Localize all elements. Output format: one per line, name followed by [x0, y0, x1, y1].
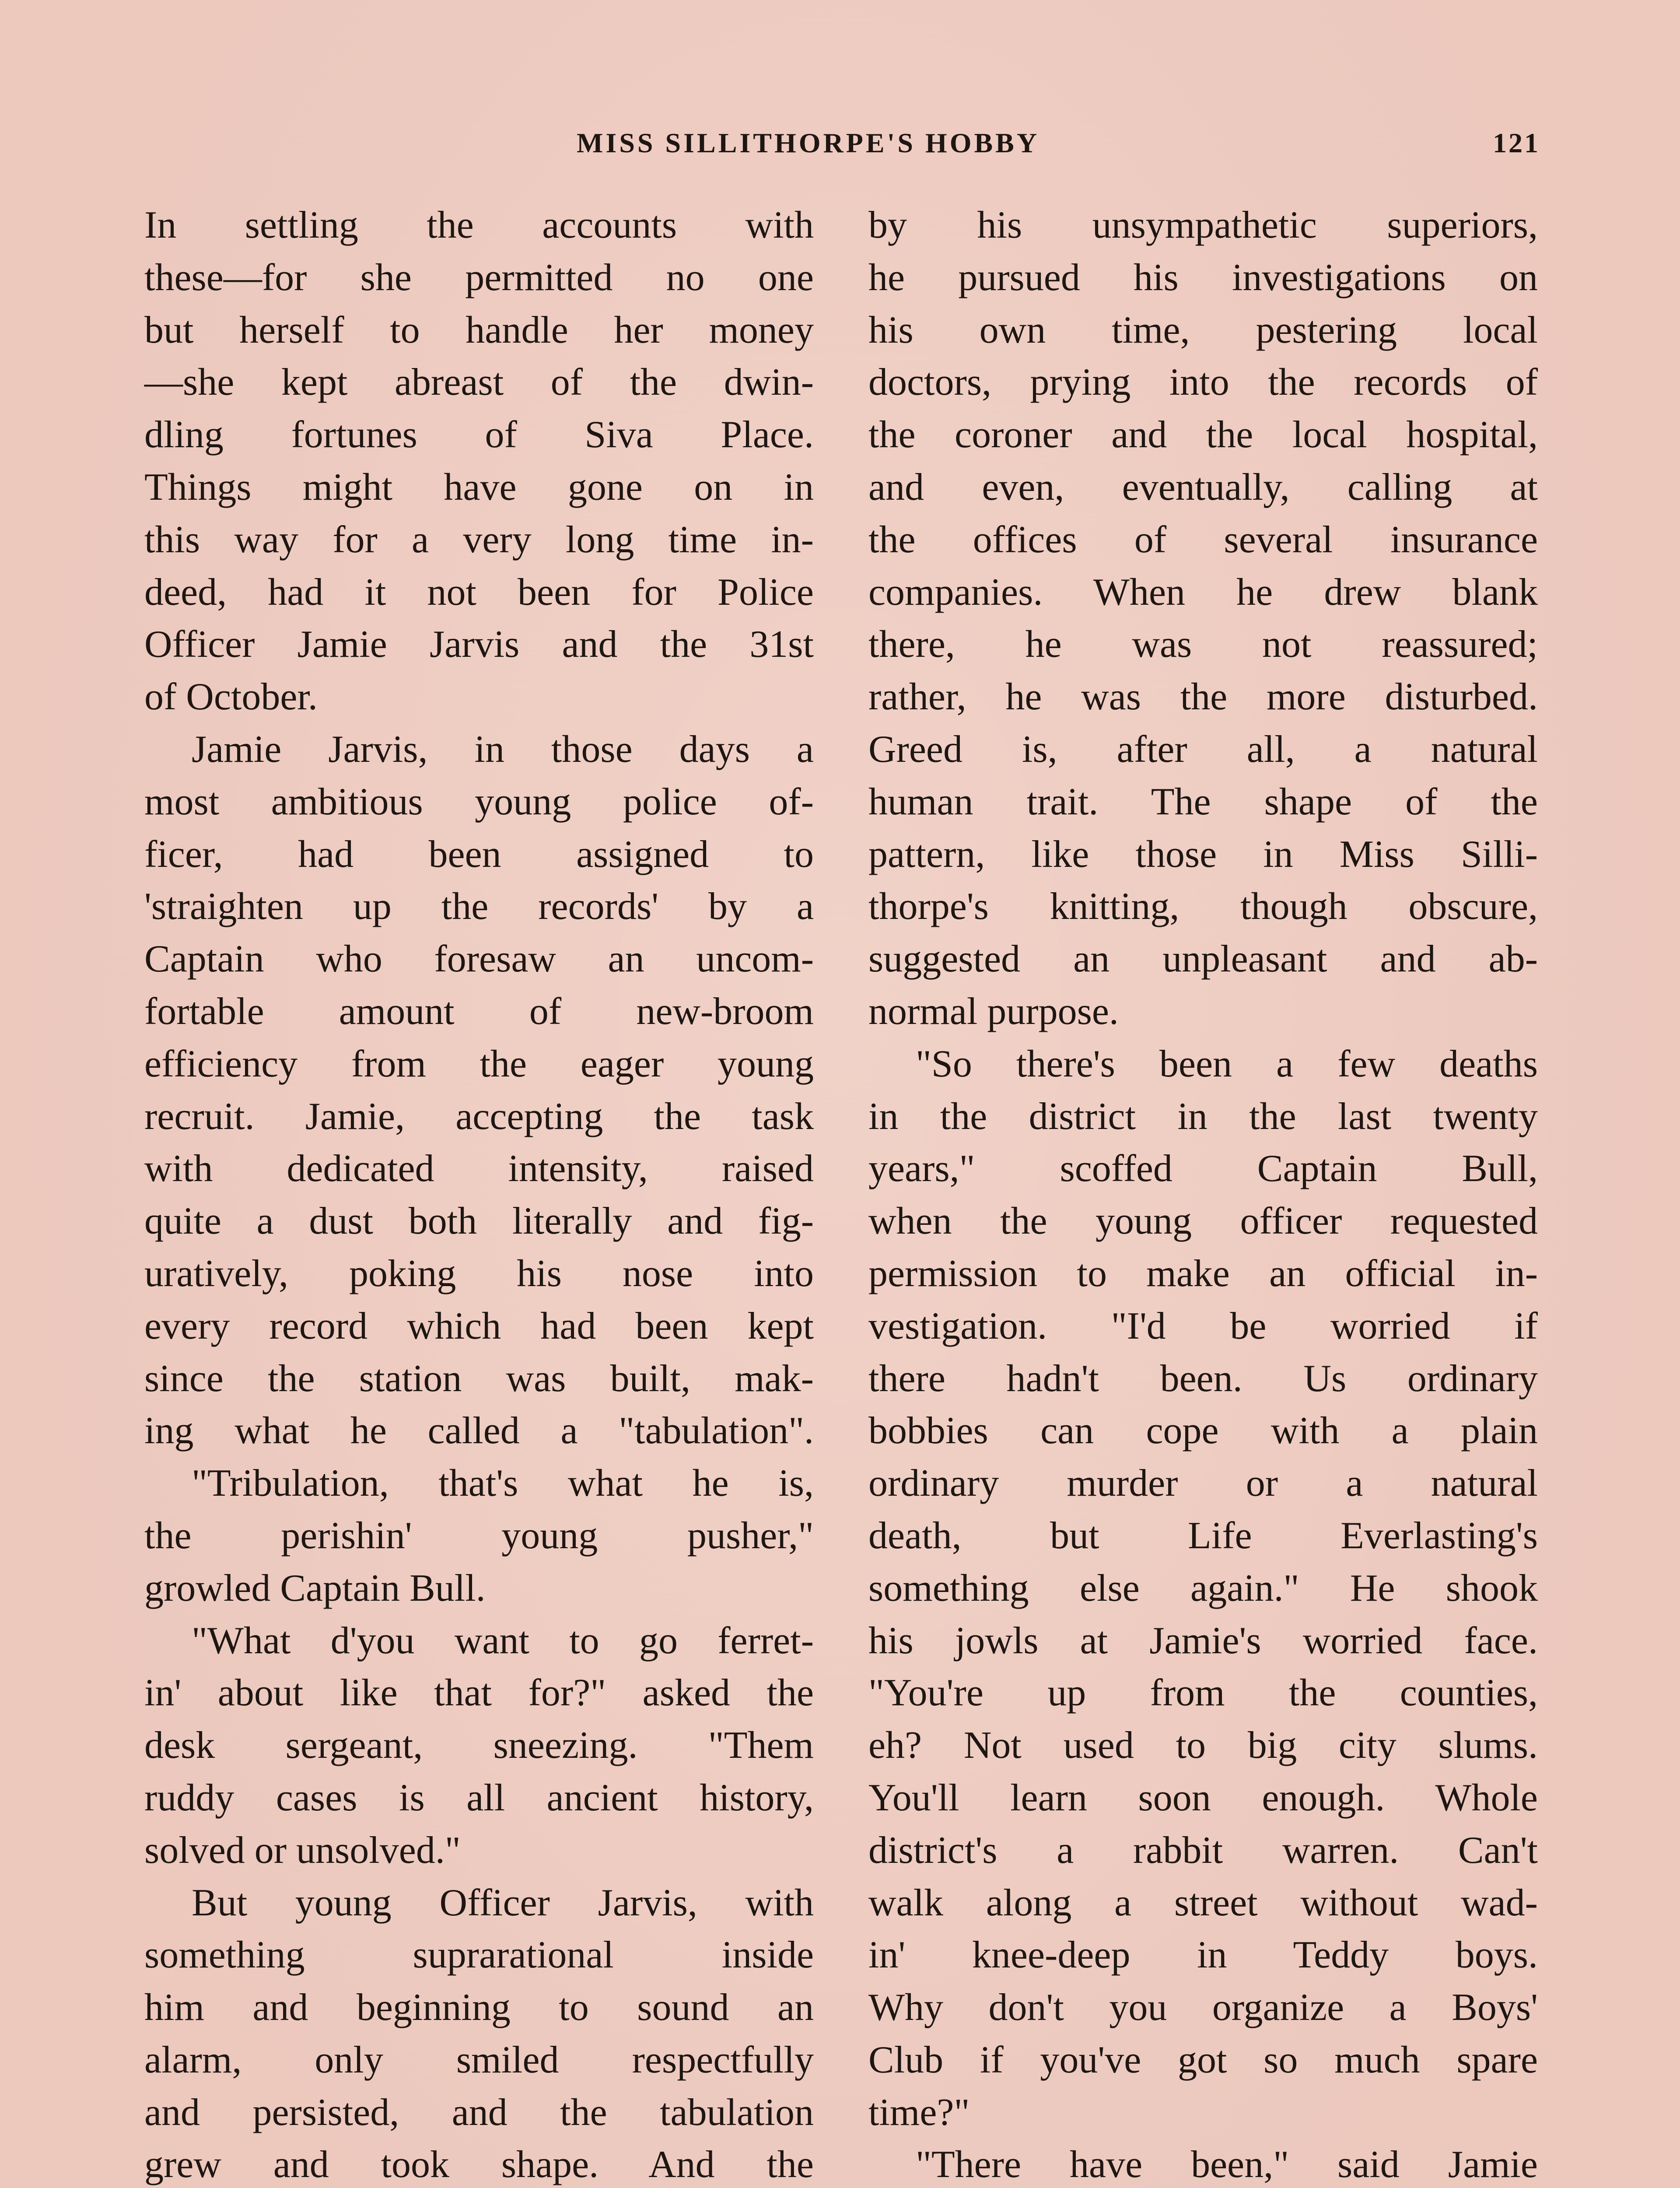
text-line: the offices of several insurance	[868, 518, 1538, 561]
text-line: when the young officer requested	[868, 1200, 1538, 1243]
text-line: grew and took shape. And the	[144, 2143, 814, 2186]
text-line: efficiency from the eager young	[144, 1042, 814, 1085]
text-line: deed, had it not been for Police	[144, 571, 814, 614]
text-line: death, but Life Everlasting's	[868, 1514, 1538, 1557]
text-line: "You're up from the counties,	[868, 1672, 1538, 1715]
text-line: ruddy cases is all ancient history,	[144, 1776, 814, 1819]
text-line: his own time, pestering local	[868, 309, 1538, 351]
text-line: thorpe's knitting, though obscure,	[868, 885, 1538, 928]
text-line: Officer Jamie Jarvis and the 31st	[144, 623, 814, 666]
text-line: of October.	[144, 676, 318, 719]
text-line: quite a dust both literally and fig-	[144, 1200, 814, 1243]
text-line: eh? Not used to big city slums.	[868, 1724, 1538, 1767]
text-line: with dedicated intensity, raised	[144, 1147, 814, 1190]
text-line: rather, he was the more disturbed.	[868, 676, 1538, 719]
text-line: by his unsympathetic superiors,	[868, 204, 1538, 246]
text-line: there hadn't been. Us ordinary	[868, 1357, 1538, 1400]
text-line: but herself to handle her money	[144, 309, 814, 351]
text-line: alarm, only smiled respectfully	[144, 2038, 814, 2081]
text-line: ficer, had been assigned to	[144, 833, 814, 876]
text-line: But young Officer Jarvis, with	[192, 1881, 814, 1924]
text-line: these—for she permitted no one	[144, 256, 814, 299]
text-line: "There have been," said Jamie	[916, 2143, 1538, 2186]
text-line: growled Captain Bull.	[144, 1567, 486, 1609]
text-line: "Tribulation, that's what he is,	[192, 1462, 814, 1505]
text-line: You'll learn soon enough. Whole	[868, 1776, 1538, 1819]
text-line: "What d'you want to go ferret-	[192, 1619, 814, 1662]
text-line: ing what he called a "tabulation".	[144, 1410, 814, 1452]
text-line: in' about like that for?" asked the	[144, 1672, 814, 1715]
text-line: dling fortunes of Siva Place.	[144, 414, 814, 456]
text-line: and persisted, and the tabulation	[144, 2091, 814, 2134]
text-line: solved or unsolved."	[144, 1829, 461, 1872]
text-line: the coroner and the local hospital,	[868, 414, 1538, 456]
text-line: desk sergeant, sneezing. "Them	[144, 1724, 814, 1767]
text-line: permission to make an official in-	[868, 1252, 1538, 1295]
text-line: this way for a very long time in-	[144, 518, 814, 561]
text-line: and even, eventually, calling at	[868, 466, 1538, 508]
text-line: fortable amount of new-broom	[144, 990, 814, 1033]
text-line: ordinary murder or a natural	[868, 1462, 1538, 1505]
text-line: —she kept abreast of the dwin-	[144, 361, 814, 404]
right-column	[868, 199, 1538, 2188]
text-line: him and beginning to sound an	[144, 1986, 814, 2029]
text-line: the perishin' young pusher,"	[144, 1514, 814, 1557]
text-line: normal purpose.	[868, 990, 1119, 1033]
text-line: every record which had been kept	[144, 1304, 814, 1347]
text-line: pattern, like those in Miss Silli-	[868, 833, 1538, 876]
left-column	[144, 199, 814, 2188]
text-line: most ambitious young police of-	[144, 780, 814, 823]
text-line: 'straighten up the records' by a	[144, 885, 814, 928]
text-line: suggested an unpleasant and ab-	[868, 938, 1538, 981]
text-line: walk along a street without wad-	[868, 1881, 1538, 1924]
text-line: there, he was not reassured;	[868, 623, 1538, 666]
text-line: recruit. Jamie, accepting the task	[144, 1095, 814, 1138]
page-number: 121	[1493, 127, 1540, 158]
running-head: MISS SILLITHORPE'S HOBBY	[577, 127, 1040, 158]
text-line: vestigation. "I'd be worried if	[868, 1304, 1538, 1347]
text-line: companies. When he drew blank	[868, 571, 1538, 614]
text-line: Captain who foresaw an uncom-	[144, 938, 814, 981]
text-line: time?"	[868, 2091, 970, 2134]
text-line: human trait. The shape of the	[868, 780, 1538, 823]
text-line: Things might have gone on in	[144, 466, 814, 508]
text-line: Why don't you organize a Boys'	[868, 1986, 1538, 2029]
text-line: In settling the accounts with	[144, 204, 814, 246]
text-line: Jamie Jarvis, in those days a	[192, 728, 814, 771]
text-line: "So there's been a few deaths	[916, 1042, 1538, 1085]
text-line: doctors, prying into the records of	[868, 361, 1538, 404]
text-line: he pursued his investigations on	[868, 256, 1538, 299]
text-line: since the station was built, mak-	[144, 1357, 814, 1400]
text-line: something else again." He shook	[868, 1567, 1538, 1609]
text-line: Club if you've got so much spare	[868, 2038, 1538, 2081]
text-line: his jowls at Jamie's worried face.	[868, 1619, 1538, 1662]
text-line: bobbies can cope with a plain	[868, 1410, 1538, 1452]
text-line: Greed is, after all, a natural	[868, 728, 1538, 771]
text-line: uratively, poking his nose into	[144, 1252, 814, 1295]
text-line: in' knee-deep in Teddy boys.	[868, 1934, 1538, 1977]
text-line: something suprarational inside	[144, 1934, 814, 1977]
text-line: in the district in the last twenty	[868, 1095, 1538, 1138]
text-line: years," scoffed Captain Bull,	[868, 1147, 1538, 1190]
text-line: district's a rabbit warren. Can't	[868, 1829, 1538, 1872]
